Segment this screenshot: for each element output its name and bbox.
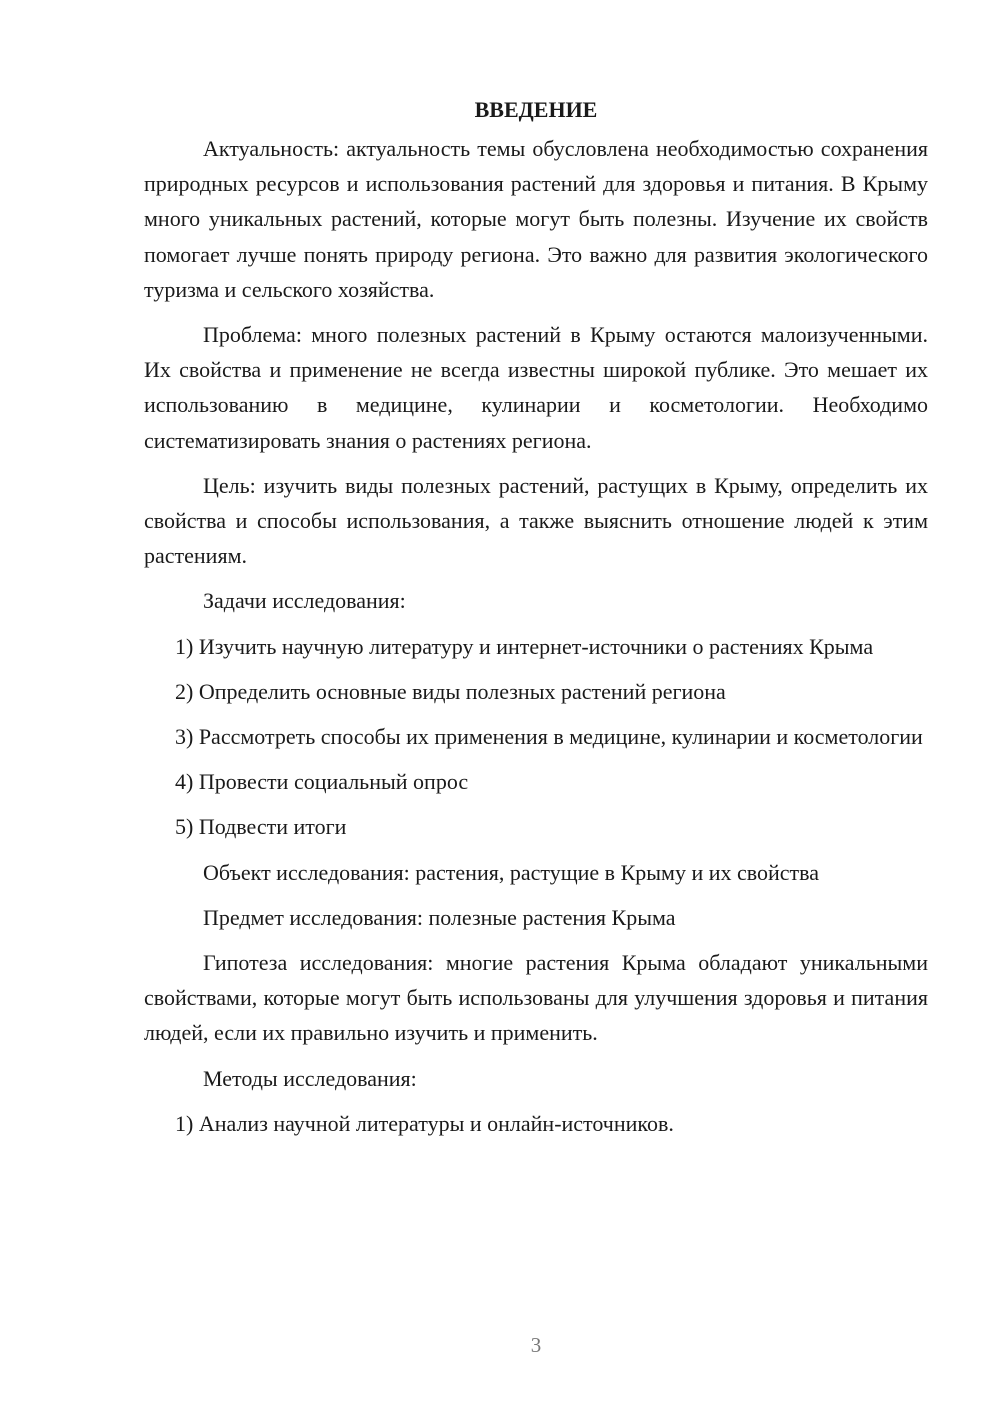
hypothesis-paragraph: Гипотеза исследования: многие растения Крыма обладают уникальными свойствами, которые могут быть использованы для улучшения здоровья и питания людей, если их правильно изучить и применить. — [144, 950, 928, 1046]
page-number: 3 — [530, 1333, 542, 1357]
list-item: 5) Подвести итоги — [175, 814, 347, 840]
object-paragraph: Объект исследования: растения, растущие в Крыму и их свойства — [203, 859, 820, 885]
page-title: ВВЕДЕНИЕ — [474, 97, 598, 122]
goal-paragraph: Цель: изучить виды полезных растений, растущих в Крыму, определить их свойства и способы использования, а также выяснить отношение людей к этим растениям. — [144, 472, 928, 569]
tasks-heading: Задачи исследования: — [203, 588, 406, 614]
list-item: 1) Анализ научной литературы и онлайн-источников. — [175, 1110, 674, 1136]
relevance-paragraph: Актуальность: актуальность темы обусловлена необходимостью сохранения природных ресурсов и использования растений для здоровья и питания. В Крыму много уникальных растений, которые могут быть полезны. Изучение их свойств помогает лучше понять природу региона. Это важно для развития экологического туризма и сельского хозяйства. — [144, 136, 928, 302]
document-page — [144, 92, 928, 1151]
list-item: 2) Определить основные виды полезных растений региона — [175, 678, 726, 704]
list-item: 3) Рассмотреть способы их применения в медицине, кулинарии и косметологии — [175, 724, 923, 750]
subject-paragraph: Предмет исследования: полезные растения Крыма — [203, 904, 676, 930]
list-item: 4) Провести социальный опрос — [175, 769, 469, 795]
methods-heading: Методы исследования: — [203, 1065, 417, 1091]
methods-list — [144, 1106, 928, 1141]
list-item: 1) Изучить научную литературу и интернет-источники о растениях Крыма — [175, 633, 874, 659]
tasks-list — [144, 629, 928, 845]
problem-paragraph: Проблема: много полезных растений в Крыму остаются малоизученными. Их свойства и применение не всегда известны широкой публике. Это мешает их использованию в медицине, кулинарии и косметологии. Необходимо систематизировать знания о растениях региона. — [144, 322, 928, 453]
